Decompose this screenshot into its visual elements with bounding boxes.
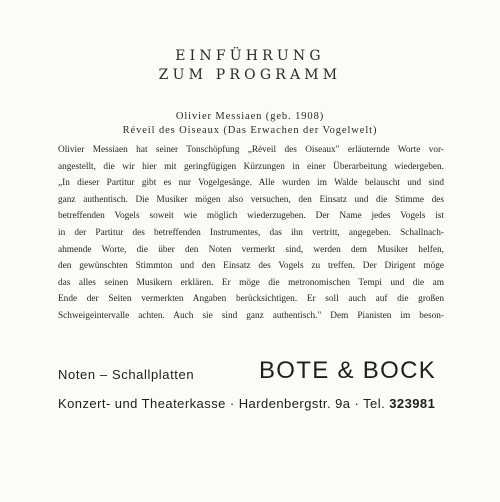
body-line: Schweigeintervalle achten. Auch sie sind ganz authentisch." Dem Pianisten im beson- [58, 310, 444, 321]
body-line: das alles seinen Musikern erklären. Er möge die metronomischen Tempi und die am [58, 277, 444, 288]
heading-line-2: ZUM PROGRAMM [158, 67, 342, 83]
body-line: in der Partitur des betreffenden Instrumentes, das ihn vertritt, angegeben. Schallnach- [58, 227, 444, 238]
body-line: angestellt, die wir hier mit geringfügigen Kürzungen in einer Überarbeitung wiedergeben. [58, 161, 444, 172]
ad-address: Konzert- und Theaterkasse · Hardenbergstr. 9a · Tel. [58, 396, 390, 411]
body-text [58, 142, 444, 325]
heading-line-1: EINFÜHRUNG [175, 48, 325, 64]
ad-brand-name: BOTE & BOCK [259, 357, 437, 384]
body-line: „In dieser Partitur gibt es nur Vogelgesänge. Alle wurden im Walde belauscht und sind [58, 178, 444, 189]
body-line: ahmende Worte, die über den Noten vermerkt sind, werden dem Musiker helfen, [58, 244, 444, 255]
body-line: Ende der Seiten vermerkten Angaben berücksichtigen. Er soll auch auf die großen [58, 294, 444, 305]
advertisement-line-2 [58, 396, 435, 411]
advertisement-line-1 [58, 358, 458, 388]
ad-phone-number: 323981 [389, 396, 436, 411]
work-title-line: Réveil des Oiseaux (Das Erwachen der Vogelwelt) [122, 125, 378, 136]
composer-line: Olivier Messiaen (geb. 1908) [175, 111, 325, 122]
body-line: ganz authentisch. Die Musiker mögen also versuchen, den Einsatz und die Stimme des [58, 194, 444, 205]
body-line: betreffenden Vogels soweit wie möglich wiederzugeben. Der Name jedes Vogels ist [58, 211, 444, 222]
body-line: Olivier Messiaen hat seiner Tonschöpfung „Réveil des Oiseaux" erläuternde Worte vor- [58, 145, 444, 155]
ad-sheet-music-records: Noten – Schallplatten [58, 367, 195, 382]
body-line: den gewünschten Stimmton und den Einsatz des Vogels zu treffen. Der Dirigent möge [58, 261, 444, 272]
